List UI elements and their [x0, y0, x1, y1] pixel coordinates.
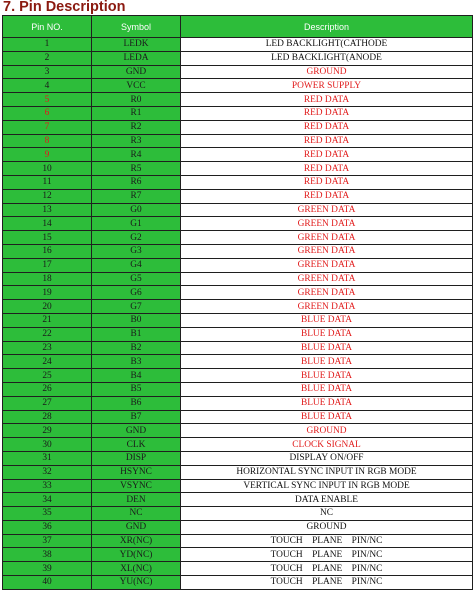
symbol-cell: B5	[92, 382, 181, 396]
pin-cell: 23	[3, 341, 92, 355]
pin-cell: 38	[3, 548, 92, 562]
table-row	[3, 548, 473, 562]
description-cell: TOUCH PLANE PIN/NC	[181, 548, 473, 562]
pin-cell: 17	[3, 258, 92, 272]
pin-cell: 33	[3, 479, 92, 493]
table-row	[3, 382, 473, 396]
table-row	[3, 479, 473, 493]
pin-cell: 14	[3, 217, 92, 231]
symbol-cell: B3	[92, 355, 181, 369]
table-row	[3, 286, 473, 300]
table-row	[3, 189, 473, 203]
table-row	[3, 217, 473, 231]
symbol-cell: R3	[92, 134, 181, 148]
pin-cell: 7	[3, 120, 92, 134]
section-title: 7. Pin Description	[3, 0, 126, 15]
symbol-cell: G1	[92, 217, 181, 231]
symbol-cell: YU(NC)	[92, 576, 181, 590]
table-row	[3, 120, 473, 134]
table-row	[3, 520, 473, 534]
description-cell: RED DATA	[181, 162, 473, 176]
description-cell: GREEN DATA	[181, 231, 473, 245]
description-cell: TOUCH PLANE PIN/NC	[181, 534, 473, 548]
table-row	[3, 79, 473, 93]
pin-cell: 22	[3, 327, 92, 341]
symbol-cell: LEDA	[92, 51, 181, 65]
pin-cell: 36	[3, 520, 92, 534]
description-cell: RED DATA	[181, 93, 473, 107]
table-row	[3, 38, 473, 52]
description-cell: GREEN DATA	[181, 203, 473, 217]
symbol-cell: R0	[92, 93, 181, 107]
description-cell: BLUE DATA	[181, 369, 473, 383]
symbol-cell: YD(NC)	[92, 548, 181, 562]
table-row	[3, 231, 473, 245]
table-row	[3, 465, 473, 479]
pin-cell: 16	[3, 244, 92, 258]
table-row	[3, 410, 473, 424]
table-row	[3, 65, 473, 79]
description-cell: BLUE DATA	[181, 327, 473, 341]
symbol-cell: G2	[92, 231, 181, 245]
table-row	[3, 258, 473, 272]
symbol-cell: G7	[92, 300, 181, 314]
table-row	[3, 369, 473, 383]
symbol-cell: CLK	[92, 438, 181, 452]
pin-cell: 11	[3, 175, 92, 189]
pin-cell: 40	[3, 576, 92, 590]
pin-cell: 28	[3, 410, 92, 424]
symbol-cell: G0	[92, 203, 181, 217]
description-cell: VERTICAL SYNC INPUT IN RGB MODE	[181, 479, 473, 493]
pin-cell: 2	[3, 51, 92, 65]
header-description: Description	[181, 16, 473, 38]
symbol-cell: R5	[92, 162, 181, 176]
pin-cell: 15	[3, 231, 92, 245]
description-cell: GREEN DATA	[181, 272, 473, 286]
pin-cell: 21	[3, 313, 92, 327]
pin-cell: 20	[3, 300, 92, 314]
pin-cell: 19	[3, 286, 92, 300]
table-row	[3, 507, 473, 521]
description-cell: GREEN DATA	[181, 286, 473, 300]
symbol-cell: GND	[92, 424, 181, 438]
symbol-cell: NC	[92, 507, 181, 521]
pin-cell: 39	[3, 562, 92, 576]
table-row	[3, 493, 473, 507]
pin-cell: 26	[3, 382, 92, 396]
pin-cell: 5	[3, 93, 92, 107]
table-row	[3, 576, 473, 590]
description-cell: BLUE DATA	[181, 355, 473, 369]
description-cell: GREEN DATA	[181, 244, 473, 258]
pin-description-table	[2, 15, 473, 590]
description-cell: NC	[181, 507, 473, 521]
symbol-cell: R7	[92, 189, 181, 203]
pin-cell: 1	[3, 38, 92, 52]
description-cell: RED DATA	[181, 134, 473, 148]
symbol-cell: G6	[92, 286, 181, 300]
description-cell: RED DATA	[181, 189, 473, 203]
pin-cell: 12	[3, 189, 92, 203]
description-cell: DISPLAY ON/OFF	[181, 451, 473, 465]
table-row	[3, 451, 473, 465]
pin-cell: 32	[3, 465, 92, 479]
description-cell: DATA ENABLE	[181, 493, 473, 507]
pin-cell: 30	[3, 438, 92, 452]
pin-cell: 10	[3, 162, 92, 176]
pin-cell: 8	[3, 134, 92, 148]
table-row	[3, 438, 473, 452]
table-row	[3, 562, 473, 576]
pin-cell: 35	[3, 507, 92, 521]
pin-cell: 34	[3, 493, 92, 507]
description-cell: LED BACKLIGHT(CATHODE	[181, 38, 473, 52]
description-cell: RED DATA	[181, 175, 473, 189]
table-row	[3, 244, 473, 258]
symbol-cell: G5	[92, 272, 181, 286]
description-cell: BLUE DATA	[181, 341, 473, 355]
pin-cell: 3	[3, 65, 92, 79]
description-cell: BLUE DATA	[181, 382, 473, 396]
description-cell: GROUND	[181, 65, 473, 79]
symbol-cell: R6	[92, 175, 181, 189]
symbol-cell: B4	[92, 369, 181, 383]
table-row	[3, 424, 473, 438]
table-row	[3, 534, 473, 548]
symbol-cell: B0	[92, 313, 181, 327]
symbol-cell: R2	[92, 120, 181, 134]
description-cell: TOUCH PLANE PIN/NC	[181, 562, 473, 576]
table-row	[3, 355, 473, 369]
description-cell: GREEN DATA	[181, 300, 473, 314]
description-cell: RED DATA	[181, 120, 473, 134]
description-cell: BLUE DATA	[181, 313, 473, 327]
table-row	[3, 106, 473, 120]
symbol-cell: GND	[92, 65, 181, 79]
pin-cell: 27	[3, 396, 92, 410]
pin-cell: 4	[3, 79, 92, 93]
symbol-cell: B2	[92, 341, 181, 355]
table-row	[3, 313, 473, 327]
pin-cell: 13	[3, 203, 92, 217]
header-symbol: Symbol	[92, 16, 181, 38]
table-header-row	[3, 16, 473, 38]
symbol-cell: DEN	[92, 493, 181, 507]
pin-cell: 29	[3, 424, 92, 438]
description-cell: BLUE DATA	[181, 396, 473, 410]
pin-cell: 31	[3, 451, 92, 465]
description-cell: LED BACKLIGHT(ANODE	[181, 51, 473, 65]
symbol-cell: R4	[92, 148, 181, 162]
table-row	[3, 341, 473, 355]
symbol-cell: XL(NC)	[92, 562, 181, 576]
symbol-cell: DISP	[92, 451, 181, 465]
table-row	[3, 272, 473, 286]
table-row	[3, 162, 473, 176]
description-cell: GROUND	[181, 520, 473, 534]
table-row	[3, 93, 473, 107]
description-cell: POWER SUPPLY	[181, 79, 473, 93]
pin-cell: 37	[3, 534, 92, 548]
symbol-cell: B6	[92, 396, 181, 410]
pin-cell: 24	[3, 355, 92, 369]
description-cell: GROUND	[181, 424, 473, 438]
symbol-cell: XR(NC)	[92, 534, 181, 548]
description-cell: RED DATA	[181, 148, 473, 162]
symbol-cell: VSYNC	[92, 479, 181, 493]
symbol-cell: GND	[92, 520, 181, 534]
symbol-cell: VCC	[92, 79, 181, 93]
pin-cell: 9	[3, 148, 92, 162]
description-cell: RED DATA	[181, 106, 473, 120]
header-pin-no: Pin NO.	[3, 16, 92, 38]
table-row	[3, 203, 473, 217]
table-row	[3, 175, 473, 189]
pin-cell: 18	[3, 272, 92, 286]
description-cell: BLUE DATA	[181, 410, 473, 424]
description-cell: CLOCK SIGNAL	[181, 438, 473, 452]
table-row	[3, 396, 473, 410]
table-row	[3, 51, 473, 65]
table-row	[3, 134, 473, 148]
pin-cell: 25	[3, 369, 92, 383]
symbol-cell: HSYNC	[92, 465, 181, 479]
symbol-cell: B7	[92, 410, 181, 424]
symbol-cell: G4	[92, 258, 181, 272]
table-row	[3, 148, 473, 162]
description-cell: GREEN DATA	[181, 258, 473, 272]
description-cell: HORIZONTAL SYNC INPUT IN RGB MODE	[181, 465, 473, 479]
description-cell: GREEN DATA	[181, 217, 473, 231]
symbol-cell: B1	[92, 327, 181, 341]
pin-cell: 6	[3, 106, 92, 120]
table-row	[3, 327, 473, 341]
description-cell: TOUCH PLANE PIN/NC	[181, 576, 473, 590]
symbol-cell: R1	[92, 106, 181, 120]
table-row	[3, 300, 473, 314]
symbol-cell: LEDK	[92, 38, 181, 52]
symbol-cell: G3	[92, 244, 181, 258]
